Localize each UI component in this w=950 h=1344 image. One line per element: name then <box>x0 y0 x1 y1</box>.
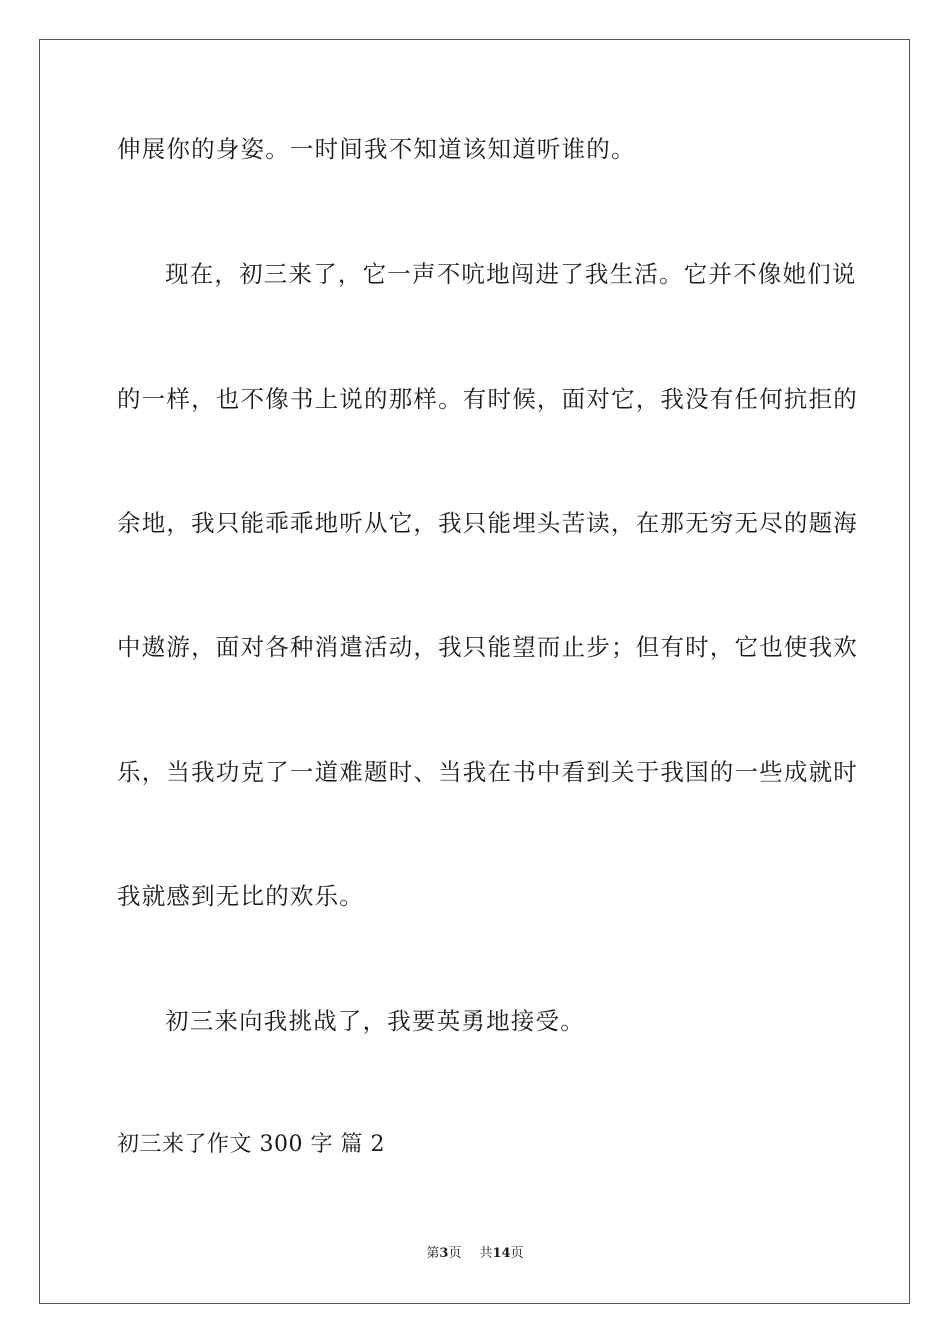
page-footer <box>0 1247 950 1260</box>
footer-total-pages: 14 <box>492 1246 511 1261</box>
footer-page-suffix: 页 <box>448 1246 462 1261</box>
body-line-5: 中遨游，面对各种消遣活动，我只能望而止步；但有时，它也使我欢 <box>117 633 858 661</box>
page-frame <box>39 39 910 1304</box>
body-line-3: 的一样，也不像书上说的那样。有时候，面对它，我没有任何抗拒的 <box>117 385 858 413</box>
body-line-2: 现在，初三来了，它一声不吭地闯进了我生活。它并不像她们说 <box>165 260 857 288</box>
body-line-7: 我就感到无比的欢乐。 <box>117 882 364 910</box>
body-line-8: 初三来向我挑战了，我要英勇地接受。 <box>165 1007 585 1035</box>
body-line-6: 乐，当我功克了一道难题时、当我在书中看到关于我国的一些成就时 <box>117 758 858 786</box>
body-line-1: 伸展你的身姿。一时间我不知道该知道听谁的。 <box>117 135 636 163</box>
footer-total-prefix: 共 <box>479 1246 493 1261</box>
body-line-4: 余地，我只能乖乖地听从它，我只能埋头苦读，在那无穷无尽的题海 <box>117 509 858 537</box>
footer-page-prefix: 第 <box>426 1246 440 1261</box>
footer-total-suffix: 页 <box>510 1246 524 1261</box>
section-heading: 初三来了作文 300 字 篇 2 <box>117 1132 385 1157</box>
footer-page-number: 3 <box>439 1246 449 1261</box>
